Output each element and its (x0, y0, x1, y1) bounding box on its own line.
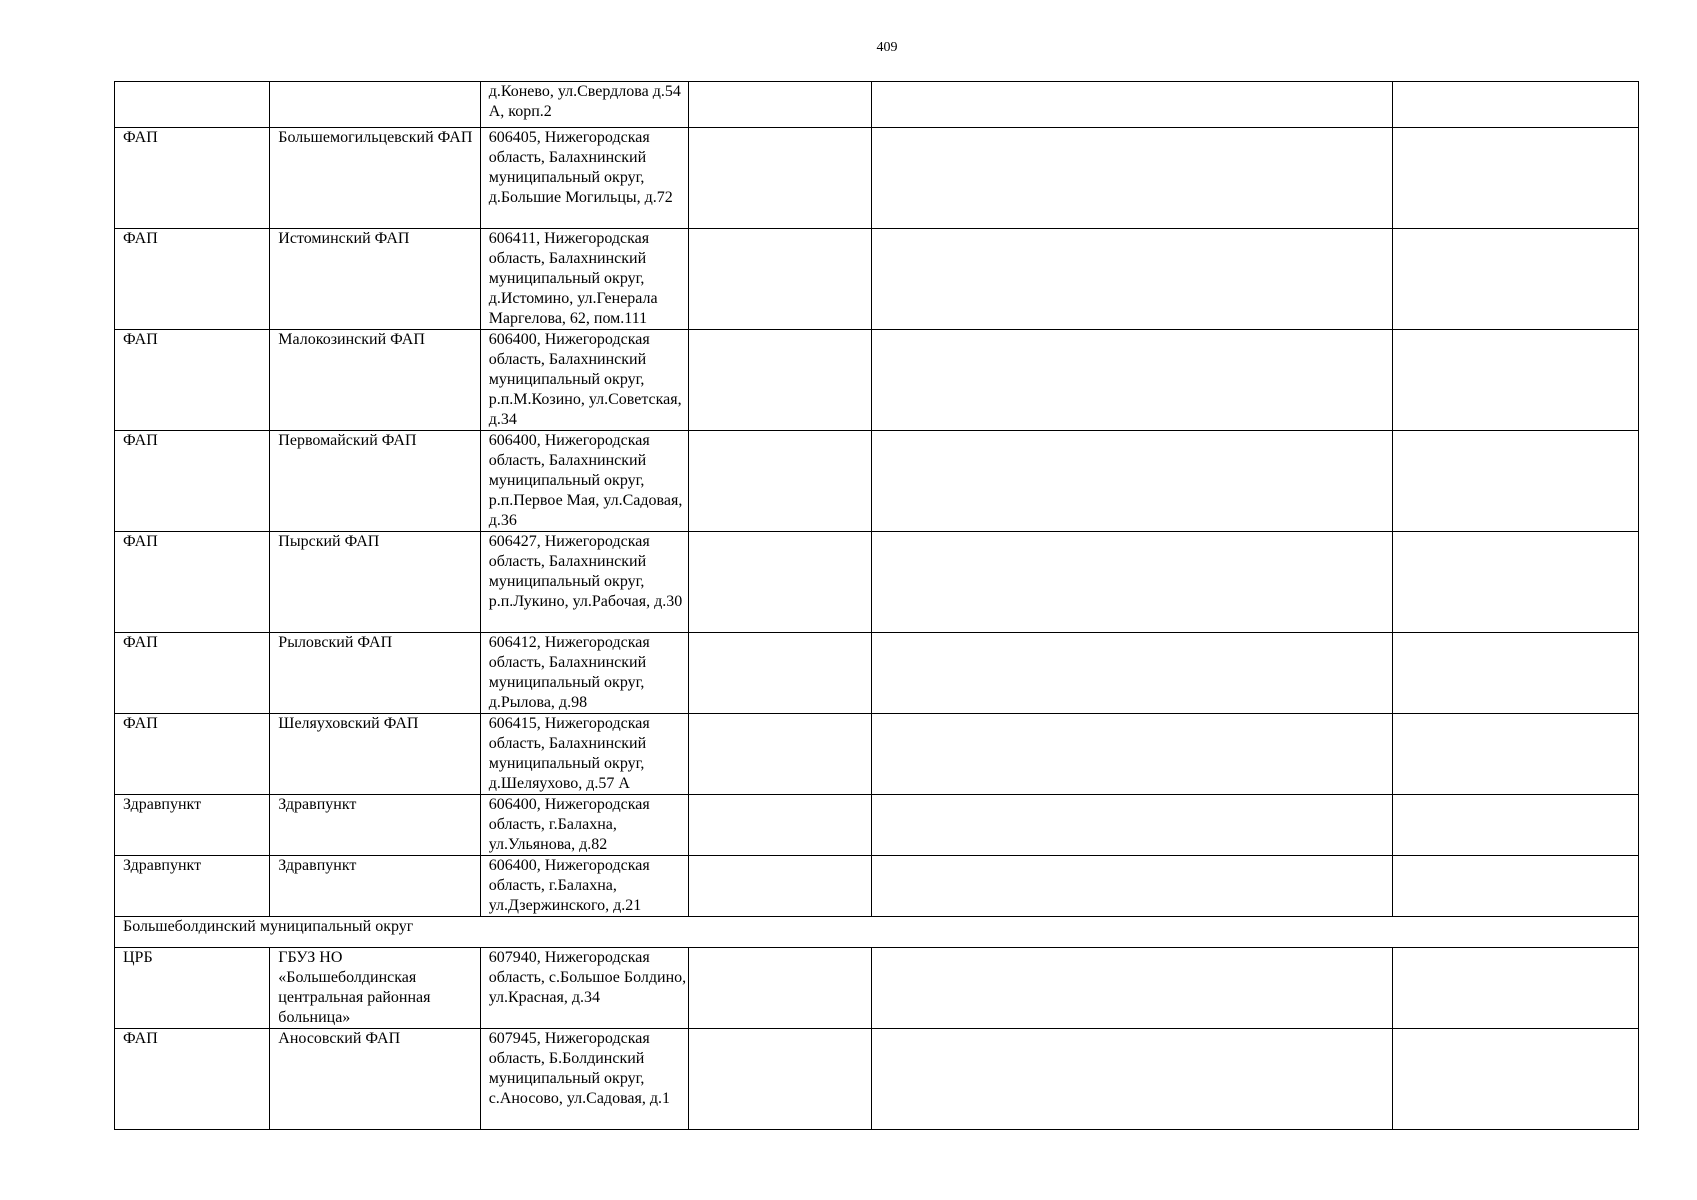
empty-cell-6 (1393, 229, 1639, 330)
table-row (115, 1029, 1639, 1130)
empty-cell-5 (872, 1029, 1393, 1130)
facility-type-cell: ФАП (115, 714, 270, 795)
empty-cell-5 (872, 330, 1393, 431)
empty-cell-5 (872, 431, 1393, 532)
address-cell: 606400, Нижегородская область, г.Балахна, ул.Дзержинского, д.21 (480, 856, 688, 917)
empty-cell-6 (1393, 633, 1639, 714)
empty-cell-5 (872, 532, 1393, 633)
empty-cell-6 (1393, 856, 1639, 917)
empty-cell-6 (1393, 532, 1639, 633)
empty-cell-4 (689, 330, 872, 431)
section-header-row (115, 917, 1639, 948)
facility-name-cell: Шеляуховский ФАП (270, 714, 480, 795)
empty-cell-6 (1393, 1029, 1639, 1130)
empty-cell-6 (1393, 82, 1639, 128)
facility-name-cell: Пырский ФАП (270, 532, 480, 633)
table-row (115, 714, 1639, 795)
empty-cell-6 (1393, 795, 1639, 856)
facility-type-cell: ФАП (115, 128, 270, 229)
section-title: Большеболдинский муниципальный округ (115, 917, 1639, 948)
empty-cell-4 (689, 532, 872, 633)
facility-type-cell: ФАП (115, 633, 270, 714)
address-cell: 606427, Нижегородская область, Балахнинский муниципальный округ, р.п.Лукино, ул.Рабочая, д.30 (480, 532, 688, 633)
facility-name-cell (270, 82, 480, 128)
facility-name-cell: Истоминский ФАП (270, 229, 480, 330)
facility-type-cell: ЦРБ (115, 948, 270, 1029)
address-cell: 606405, Нижегородская область, Балахнинский муниципальный округ, д.Большие Могильцы, д.72 (480, 128, 688, 229)
table-row (115, 431, 1639, 532)
facility-type-cell: ФАП (115, 330, 270, 431)
facility-name-cell: Здравпункт (270, 856, 480, 917)
empty-cell-5 (872, 714, 1393, 795)
medical-facilities-table (114, 81, 1639, 1130)
facility-type-cell: ФАП (115, 1029, 270, 1130)
table-row (115, 532, 1639, 633)
empty-cell-4 (689, 856, 872, 917)
facility-type-cell: ФАП (115, 431, 270, 532)
empty-cell-4 (689, 633, 872, 714)
address-cell: 606415, Нижегородская область, Балахнинский муниципальный округ, д.Шеляухово, д.57 А (480, 714, 688, 795)
table-row (115, 128, 1639, 229)
facility-type-cell: Здравпункт (115, 795, 270, 856)
empty-cell-5 (872, 795, 1393, 856)
table-row (115, 795, 1639, 856)
address-cell: 606412, Нижегородская область, Балахнинский муниципальный округ, д.Рылова, д.98 (480, 633, 688, 714)
facility-type-cell: ФАП (115, 229, 270, 330)
empty-cell-4 (689, 714, 872, 795)
facility-name-cell: ГБУЗ НО «Большеболдинская центральная районная больница» (270, 948, 480, 1029)
facility-type-cell: ФАП (115, 532, 270, 633)
address-cell: 606400, Нижегородская область, Балахнинский муниципальный округ, р.п.Первое Мая, ул.Садовая, д.36 (480, 431, 688, 532)
table-row (115, 82, 1639, 128)
address-cell: 606400, Нижегородская область, Балахнинский муниципальный округ, р.п.М.Козино, ул.Советская, д.34 (480, 330, 688, 431)
facility-name-cell: Малокозинский ФАП (270, 330, 480, 431)
empty-cell-4 (689, 82, 872, 128)
empty-cell-4 (689, 1029, 872, 1130)
empty-cell-6 (1393, 948, 1639, 1029)
table-row (115, 633, 1639, 714)
facility-name-cell: Здравпункт (270, 795, 480, 856)
facility-name-cell: Большемогильцевский ФАП (270, 128, 480, 229)
facility-type-cell: Здравпункт (115, 856, 270, 917)
empty-cell-6 (1393, 330, 1639, 431)
empty-cell-5 (872, 856, 1393, 917)
empty-cell-5 (872, 82, 1393, 128)
empty-cell-5 (872, 128, 1393, 229)
facility-name-cell: Аносовский ФАП (270, 1029, 480, 1130)
table-body (115, 82, 1639, 1130)
facility-type-cell (115, 82, 270, 128)
empty-cell-6 (1393, 128, 1639, 229)
empty-cell-4 (689, 795, 872, 856)
address-cell: 606400, Нижегородская область, г.Балахна, ул.Ульянова, д.82 (480, 795, 688, 856)
empty-cell-5 (872, 948, 1393, 1029)
facility-name-cell: Первомайский ФАП (270, 431, 480, 532)
empty-cell-5 (872, 229, 1393, 330)
table-row (115, 229, 1639, 330)
empty-cell-4 (689, 229, 872, 330)
empty-cell-4 (689, 431, 872, 532)
address-cell: 606411, Нижегородская область, Балахнинский муниципальный округ, д.Истомино, ул.Генерала Маргелова, 62, пом.111 (480, 229, 688, 330)
address-cell: д.Конево, ул.Свердлова д.54 А, корп.2 (480, 82, 688, 128)
facility-name-cell: Рыловский ФАП (270, 633, 480, 714)
empty-cell-4 (689, 948, 872, 1029)
table-row (115, 856, 1639, 917)
empty-cell-6 (1393, 431, 1639, 532)
empty-cell-6 (1393, 714, 1639, 795)
page-number: 409 (876, 40, 898, 55)
address-cell: 607940, Нижегородская область, с.Большое Болдино, ул.Красная, д.34 (480, 948, 688, 1029)
address-cell: 607945, Нижегородская область, Б.Болдинский муниципальный округ, с.Аносово, ул.Садовая, д.1 (480, 1029, 688, 1130)
empty-cell-4 (689, 128, 872, 229)
table-row (115, 330, 1639, 431)
empty-cell-5 (872, 633, 1393, 714)
table-row (115, 948, 1639, 1029)
